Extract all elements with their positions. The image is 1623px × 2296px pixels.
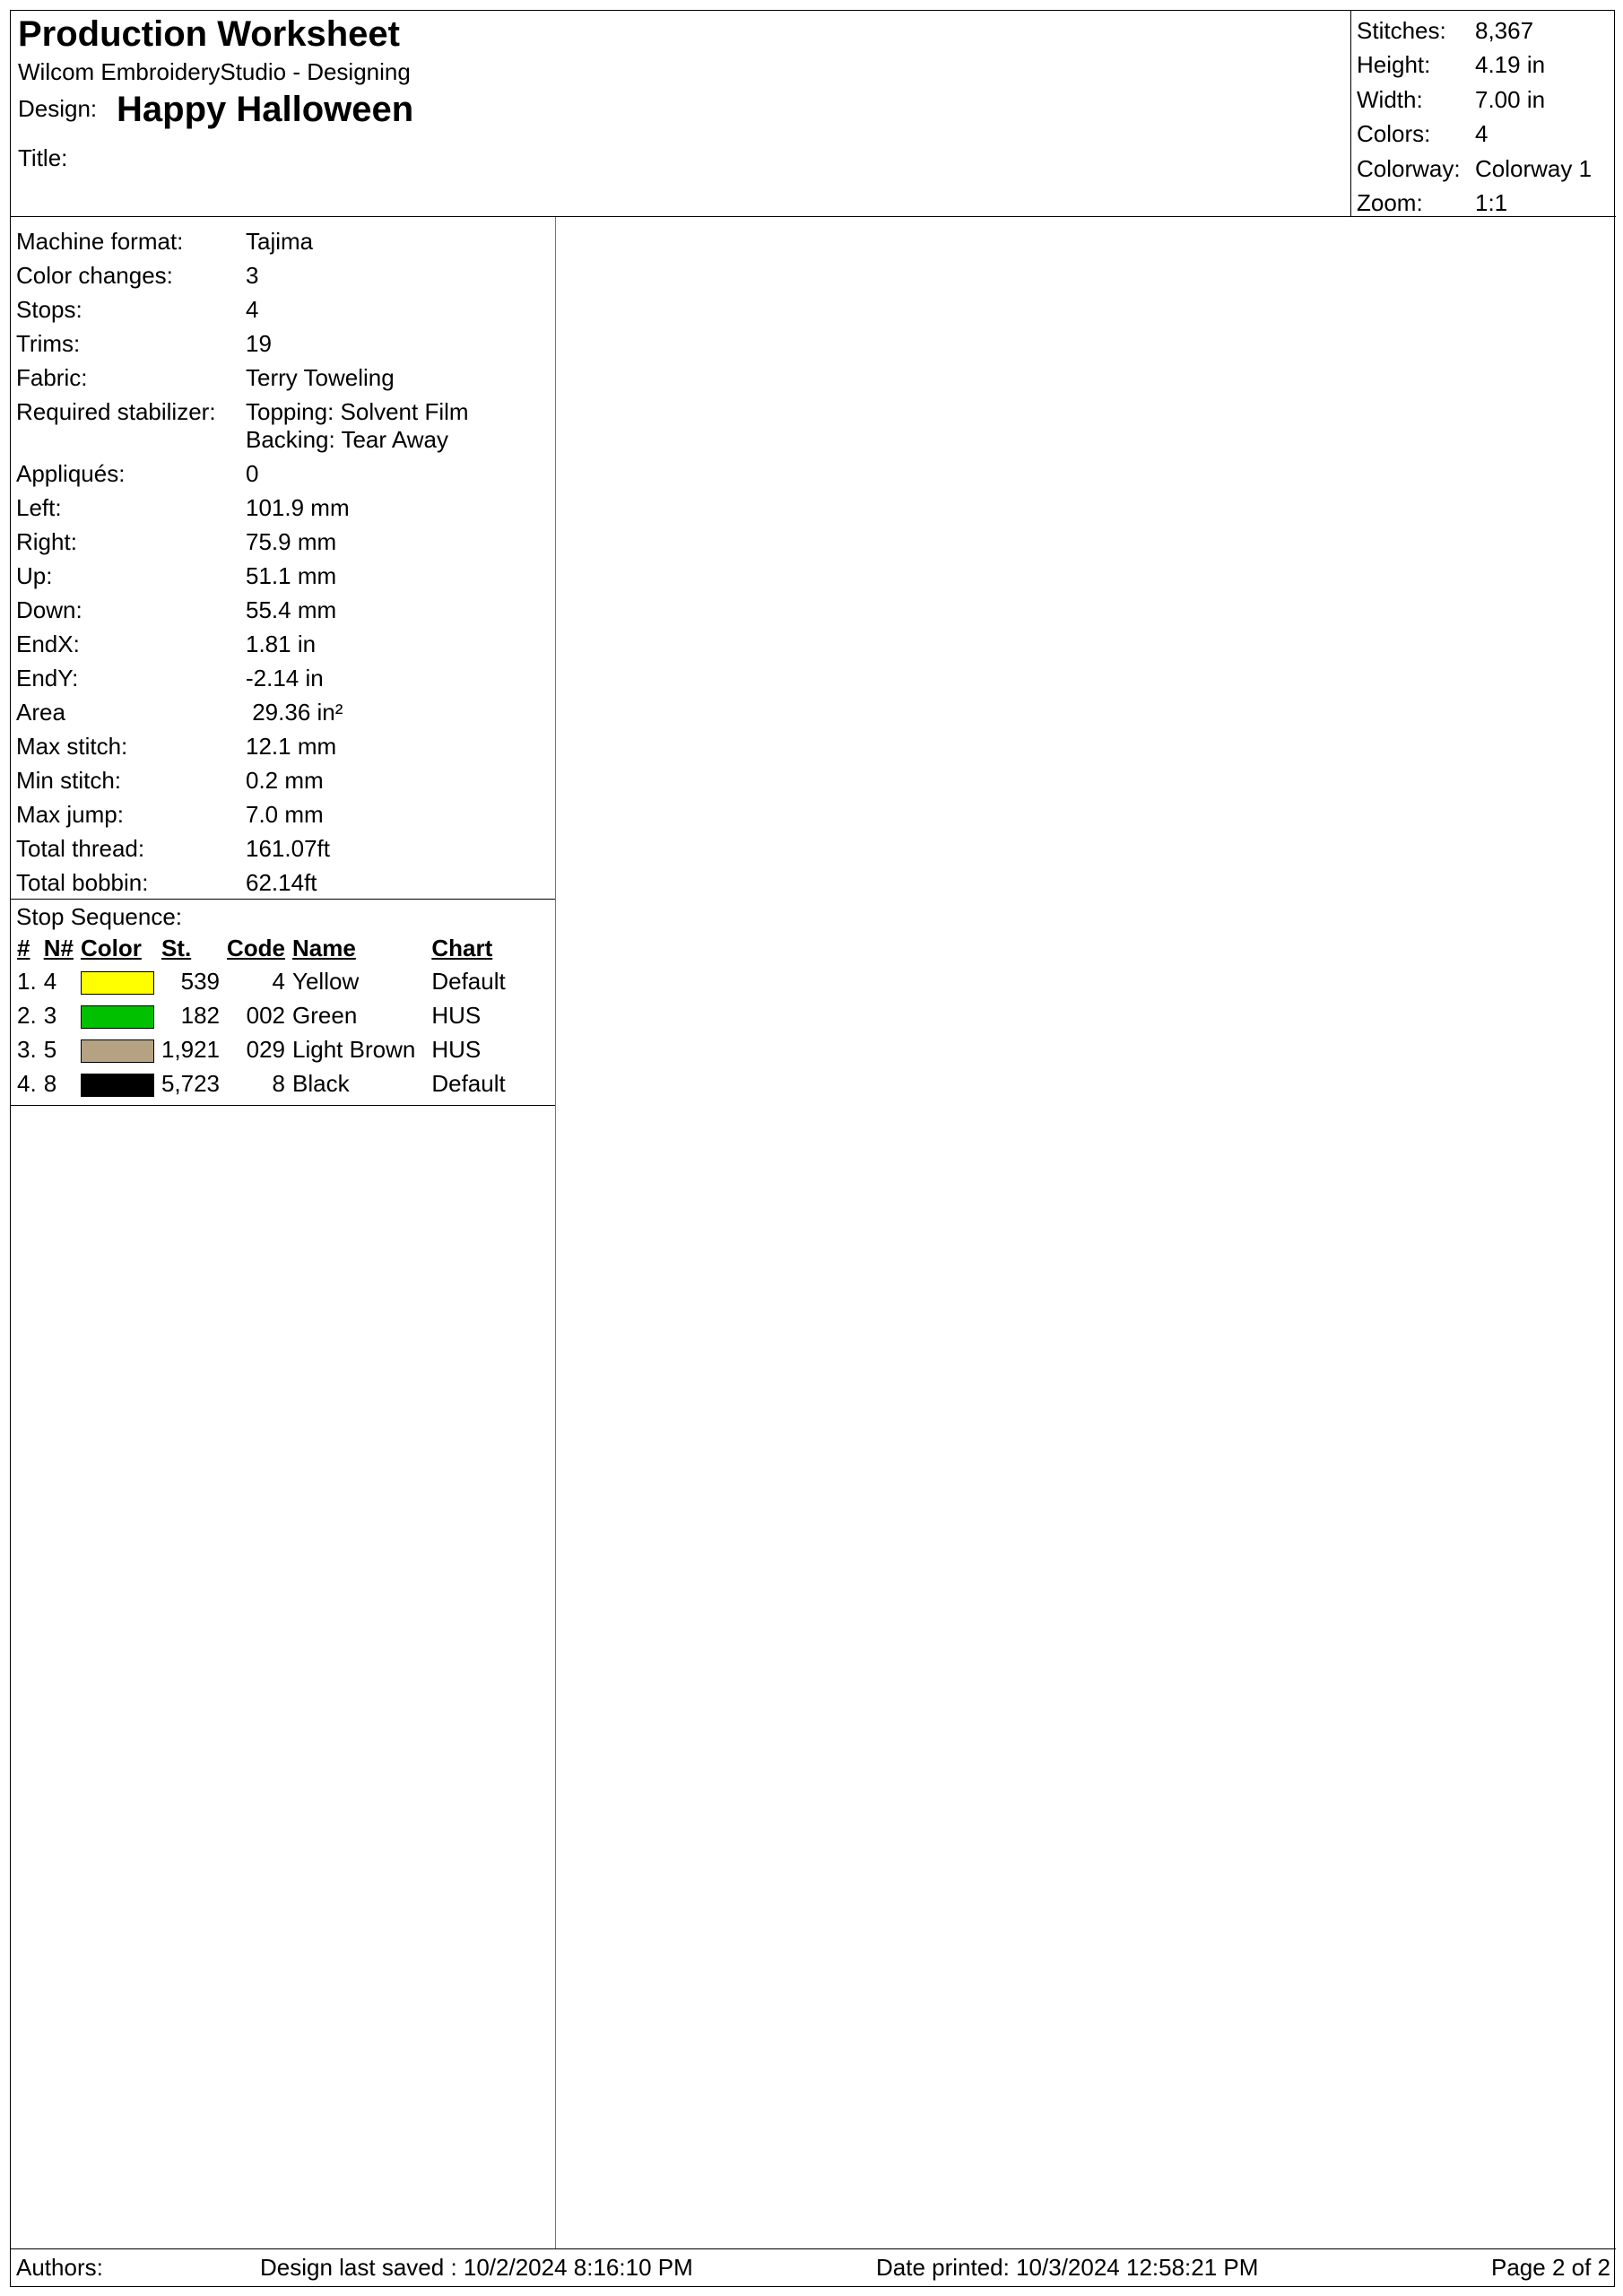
footer-page-number: Page 2 of 2 — [1491, 2254, 1610, 2281]
prop-right — [11, 525, 555, 559]
prop-required-stabilizer — [11, 395, 555, 457]
prop-label: Max jump: — [16, 800, 124, 828]
prop-value-group — [246, 398, 555, 454]
stabilizer-backing: Backing: Tear Away — [246, 425, 448, 453]
prop-label: Appliqués: — [16, 459, 126, 487]
color-swatch — [81, 1074, 154, 1097]
prop-label: Stops: — [16, 295, 82, 323]
design-properties — [11, 217, 555, 900]
prop-endy — [11, 661, 555, 695]
cell-code: 8 — [272, 1069, 286, 1097]
col-color: Color — [80, 934, 142, 961]
prop-label: Total thread: — [16, 834, 145, 862]
prop-label: Area — [16, 698, 65, 726]
prop-value: 101.9 mm — [246, 493, 350, 521]
stop-sequence — [11, 900, 555, 1106]
prop-value: 3 — [246, 261, 259, 289]
cell-index: 3. — [17, 1035, 37, 1063]
cell-stitches: 539 — [180, 967, 221, 995]
cell-code: 029 — [246, 1035, 286, 1063]
prop-max-stitch — [11, 729, 555, 763]
prop-value: 12.1 mm — [246, 732, 337, 760]
summary-row-height — [1351, 48, 1616, 83]
cell-chart: HUS — [431, 1001, 482, 1029]
app-name: Wilcom EmbroideryStudio - Designing — [18, 58, 411, 85]
prop-value: 75.9 mm — [246, 527, 337, 555]
prop-machine-format — [11, 224, 555, 258]
prop-value: 1.81 in — [246, 630, 317, 657]
prop-label: EndY: — [16, 664, 79, 691]
table-row — [13, 964, 509, 998]
prop-left — [11, 491, 555, 525]
table-row — [13, 1032, 509, 1066]
summary-row-colorway — [1351, 152, 1616, 187]
prop-trims — [11, 326, 555, 361]
footer-date-printed: Date printed: 10/3/2024 12:58:21 PM — [876, 2254, 1259, 2281]
prop-label: Fabric: — [16, 363, 88, 391]
prop-label: Color changes: — [16, 261, 173, 289]
cell-code: 002 — [246, 1001, 286, 1029]
prop-label: Left: — [16, 493, 62, 521]
prop-total-thread — [11, 831, 555, 865]
prop-value: 62.14ft — [246, 868, 317, 896]
cell-name: Black — [292, 1069, 350, 1097]
cell-name: Yellow — [292, 967, 360, 995]
cell-needle: 4 — [43, 967, 57, 995]
cell-color — [77, 998, 158, 1032]
prop-value: Tajima — [246, 227, 314, 255]
design-label: Design: — [18, 95, 98, 122]
color-swatch — [81, 1005, 154, 1029]
summary-label: Height: — [1357, 51, 1431, 79]
prop-value: 0.2 mm — [246, 766, 324, 794]
summary-row-zoom — [1351, 187, 1616, 222]
title-label: Title: — [18, 144, 68, 171]
worksheet-header — [11, 11, 1616, 217]
color-swatch — [81, 1039, 154, 1063]
col-index: # — [17, 934, 30, 961]
stop-sequence-table — [13, 932, 509, 1100]
prop-value: 29.36 in² — [246, 698, 343, 726]
prop-fabric — [11, 361, 555, 395]
cell-needle: 8 — [43, 1069, 57, 1097]
prop-value: Terry Toweling — [246, 363, 395, 391]
prop-label: Total bobbin: — [16, 868, 149, 896]
prop-value: 161.07ft — [246, 834, 330, 862]
summary-row-stitches — [1351, 13, 1616, 48]
cell-index: 1. — [17, 967, 37, 995]
prop-value: 7.0 mm — [246, 800, 324, 828]
cell-needle: 5 — [43, 1035, 57, 1063]
cell-color — [77, 1066, 158, 1100]
prop-label: Right: — [16, 527, 77, 555]
color-swatch — [81, 971, 154, 995]
details-column — [11, 217, 556, 2249]
prop-label: Up: — [16, 561, 53, 589]
summary-value: 1:1 — [1475, 189, 1508, 217]
prop-appliques — [11, 457, 555, 491]
summary-label: Colors: — [1357, 120, 1431, 148]
prop-down — [11, 593, 555, 627]
cell-name: Light Brown — [292, 1035, 416, 1063]
prop-area — [11, 695, 555, 729]
summary-value: 4.19 in — [1475, 51, 1546, 79]
prop-min-stitch — [11, 763, 555, 797]
stabilizer-topping: Topping: Solvent Film — [246, 397, 469, 425]
cell-stitches: 5,723 — [161, 1069, 221, 1097]
table-row — [13, 1066, 509, 1100]
prop-value: 4 — [246, 295, 259, 323]
col-needle: N# — [43, 934, 74, 961]
table-header-row — [13, 932, 509, 964]
cell-code: 4 — [272, 967, 286, 995]
col-name: Name — [292, 934, 356, 961]
cell-color — [77, 1032, 158, 1066]
page-title: Production Worksheet — [18, 14, 400, 54]
worksheet-page — [10, 10, 1615, 2287]
summary-row-colors — [1351, 117, 1616, 152]
col-stitches: St. — [161, 934, 192, 961]
prop-label: Min stitch: — [16, 766, 122, 794]
cell-stitches: 1,921 — [161, 1035, 221, 1063]
cell-stitches: 182 — [180, 1001, 221, 1029]
summary-value: 8,367 — [1475, 16, 1534, 44]
table-row — [13, 998, 509, 1032]
prop-label: Trims: — [16, 329, 81, 357]
summary-value: 7.00 in — [1475, 85, 1546, 113]
prop-up — [11, 559, 555, 593]
footer-authors: Authors: — [16, 2254, 103, 2281]
cell-chart: Default — [431, 1069, 506, 1097]
prop-value: -2.14 in — [246, 664, 324, 691]
summary-label: Zoom: — [1357, 189, 1423, 217]
prop-value: 19 — [246, 329, 272, 357]
summary-row-width — [1351, 83, 1616, 117]
cell-needle: 3 — [43, 1001, 57, 1029]
summary-label: Stitches: — [1357, 16, 1446, 44]
footer-last-saved: Design last saved : 10/2/2024 8:16:10 PM — [260, 2254, 693, 2281]
prop-value: 0 — [246, 459, 259, 487]
prop-endx — [11, 627, 555, 661]
summary-value: 4 — [1475, 120, 1488, 148]
cell-name: Green — [292, 1001, 358, 1029]
stop-sequence-heading: Stop Sequence: — [16, 903, 183, 930]
summary-label: Width: — [1357, 85, 1423, 113]
cell-chart: HUS — [431, 1035, 482, 1063]
prop-label: Required stabilizer: — [16, 397, 216, 425]
design-name: Happy Halloween — [117, 90, 414, 129]
summary-value: Colorway 1 — [1475, 154, 1593, 182]
cell-chart: Default — [431, 967, 506, 995]
prop-value: 55.4 mm — [246, 596, 337, 623]
cell-color — [77, 964, 158, 998]
prop-stops — [11, 292, 555, 326]
col-chart: Chart — [431, 934, 493, 961]
worksheet-footer — [11, 2248, 1616, 2286]
prop-label: Down: — [16, 596, 82, 623]
cell-index: 4. — [17, 1069, 37, 1097]
summary-label: Colorway: — [1357, 154, 1461, 182]
prop-label: Max stitch: — [16, 732, 128, 760]
col-code: Code — [227, 934, 286, 961]
design-summary — [1350, 11, 1616, 217]
prop-label: Machine format: — [16, 227, 184, 255]
prop-total-bobbin — [11, 865, 555, 900]
prop-label: EndX: — [16, 630, 80, 657]
cell-index: 2. — [17, 1001, 37, 1029]
prop-color-changes — [11, 258, 555, 292]
prop-value: 51.1 mm — [246, 561, 337, 589]
prop-max-jump — [11, 797, 555, 831]
